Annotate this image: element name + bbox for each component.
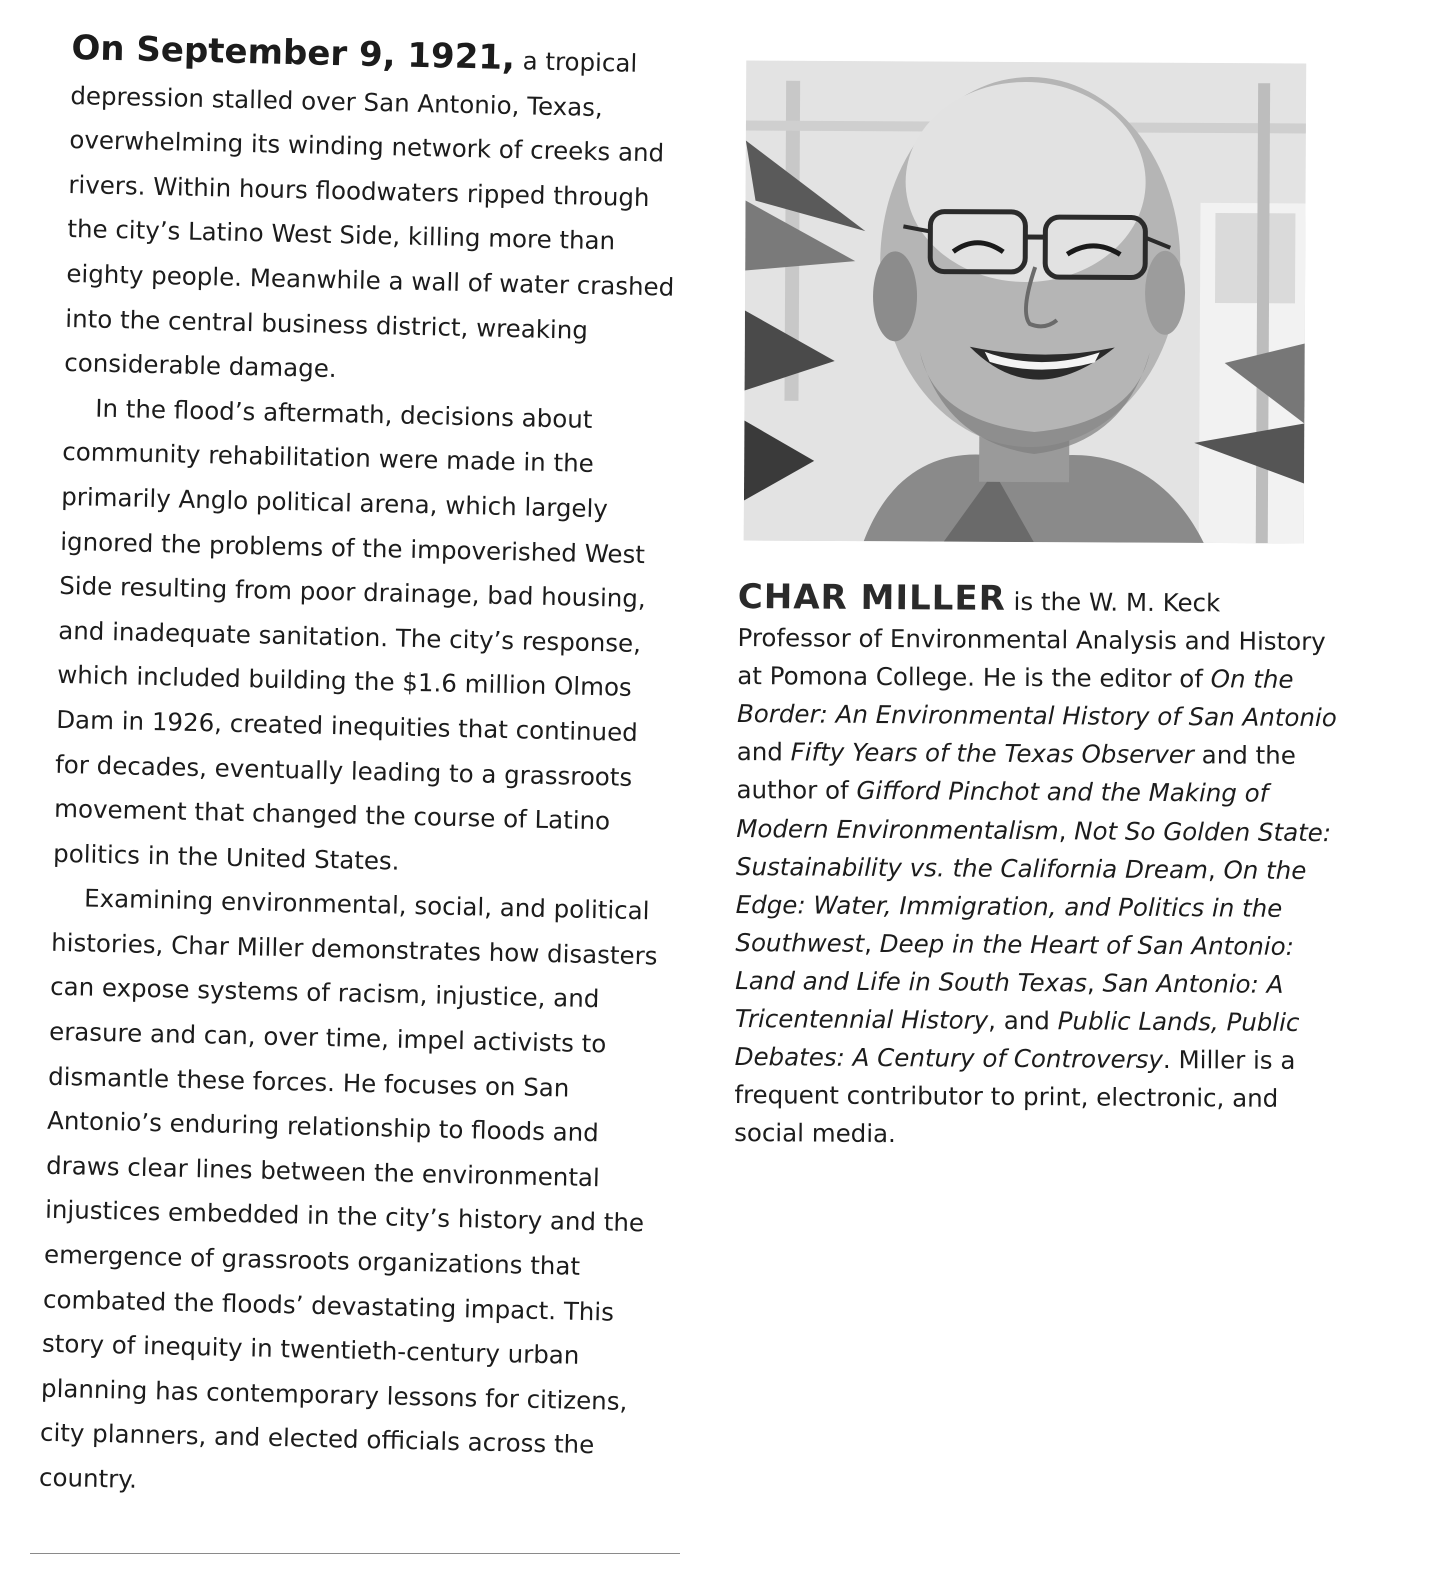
book-title: Gifford Pinchot and the Making of Modern Environmentalism — [736, 776, 1269, 845]
bio-connector: , — [1058, 815, 1075, 845]
book-title: On the Border: An Environmental History of San Antonio — [736, 664, 1337, 733]
description-paragraph-3: Examining environmental, social, and political histories, Char Miller demonstrates how disasters can expose systems of racism, injustice, and erasure and can, over time, impel activists to dismantle these forces. He focuses on San Antonio’s enduring relationship to floods and draws clear lines between the environmental injustices embedded in the city’s history and the emergence of grassroots organizations that combated the floods’ devastating impact. This story of inequity in twentieth-century urban planning has contemporary lessons for citizens, city planners, and elected officials across the country. — [38, 883, 658, 1494]
book-title: Not So Golden State: Sustainability vs. the California Dream — [735, 815, 1332, 884]
description-p1-text: a tropical depression stalled over San Antonio, Texas, overwhelming its winding network of creeks and rivers. Within hours floodwaters ripped through the city’s Latino West Side, killing more than eighty people. Meanwhile a wall of water crashed into the central business district, wreaking considerable damage. — [64, 46, 675, 384]
description-paragraph-1 — [64, 26, 682, 399]
author-bio-paragraph — [734, 578, 1338, 1157]
bio-connector: , — [864, 928, 880, 958]
author-portrait-illustration — [744, 61, 1307, 544]
book-title: San Antonio: A Tricentennial History — [734, 968, 1284, 1035]
book-title: On the Edge: Water, Immigration, and Politics in the Southwest — [735, 855, 1307, 958]
bio-connector: , and — [988, 1005, 1058, 1036]
bio-closing: . Miller is a frequent contributor to print, electronic, and social media. — [734, 1045, 1296, 1149]
author-photo — [744, 61, 1307, 544]
bio-connector: and the author of — [736, 740, 1296, 806]
book-description — [39, 26, 682, 1514]
book-title: Public Lands, Public Debates: A Century of Controversy — [734, 1006, 1300, 1075]
author-name: CHAR MILLER — [737, 577, 1006, 619]
bio-intro: is the W. M. Keck Professor of Environmental Analysis and History at Pomona College. He is the editor of — [737, 586, 1326, 694]
book-title: Deep in the Heart of San Antonio: Land and Life in South Texas — [735, 928, 1295, 998]
author-bio — [734, 578, 1338, 1157]
description-paragraph-2: In the flood’s aftermath, decisions about community rehabilitation were made in the primarily Anglo political arena, which largely ignored the problems of the impoverished West Side resulting from poor drainage, bad housing, and inadequate sanitation. The city’s response, which included building the $1.6 million Olmos Dam in 1926, created inequities that continued for decades, eventually leading to a grassroots movement that changed the course of Latino politics in the United States. — [52, 393, 647, 876]
bio-connector: and — [736, 737, 791, 767]
lead-date: On September 9, 1921, — [71, 27, 516, 79]
bio-connector: , — [1086, 968, 1103, 998]
book-title: Fifty Years of the Texas Observer — [790, 737, 1195, 770]
bio-connector: , — [1207, 854, 1224, 885]
bottom-divider — [30, 1553, 680, 1554]
